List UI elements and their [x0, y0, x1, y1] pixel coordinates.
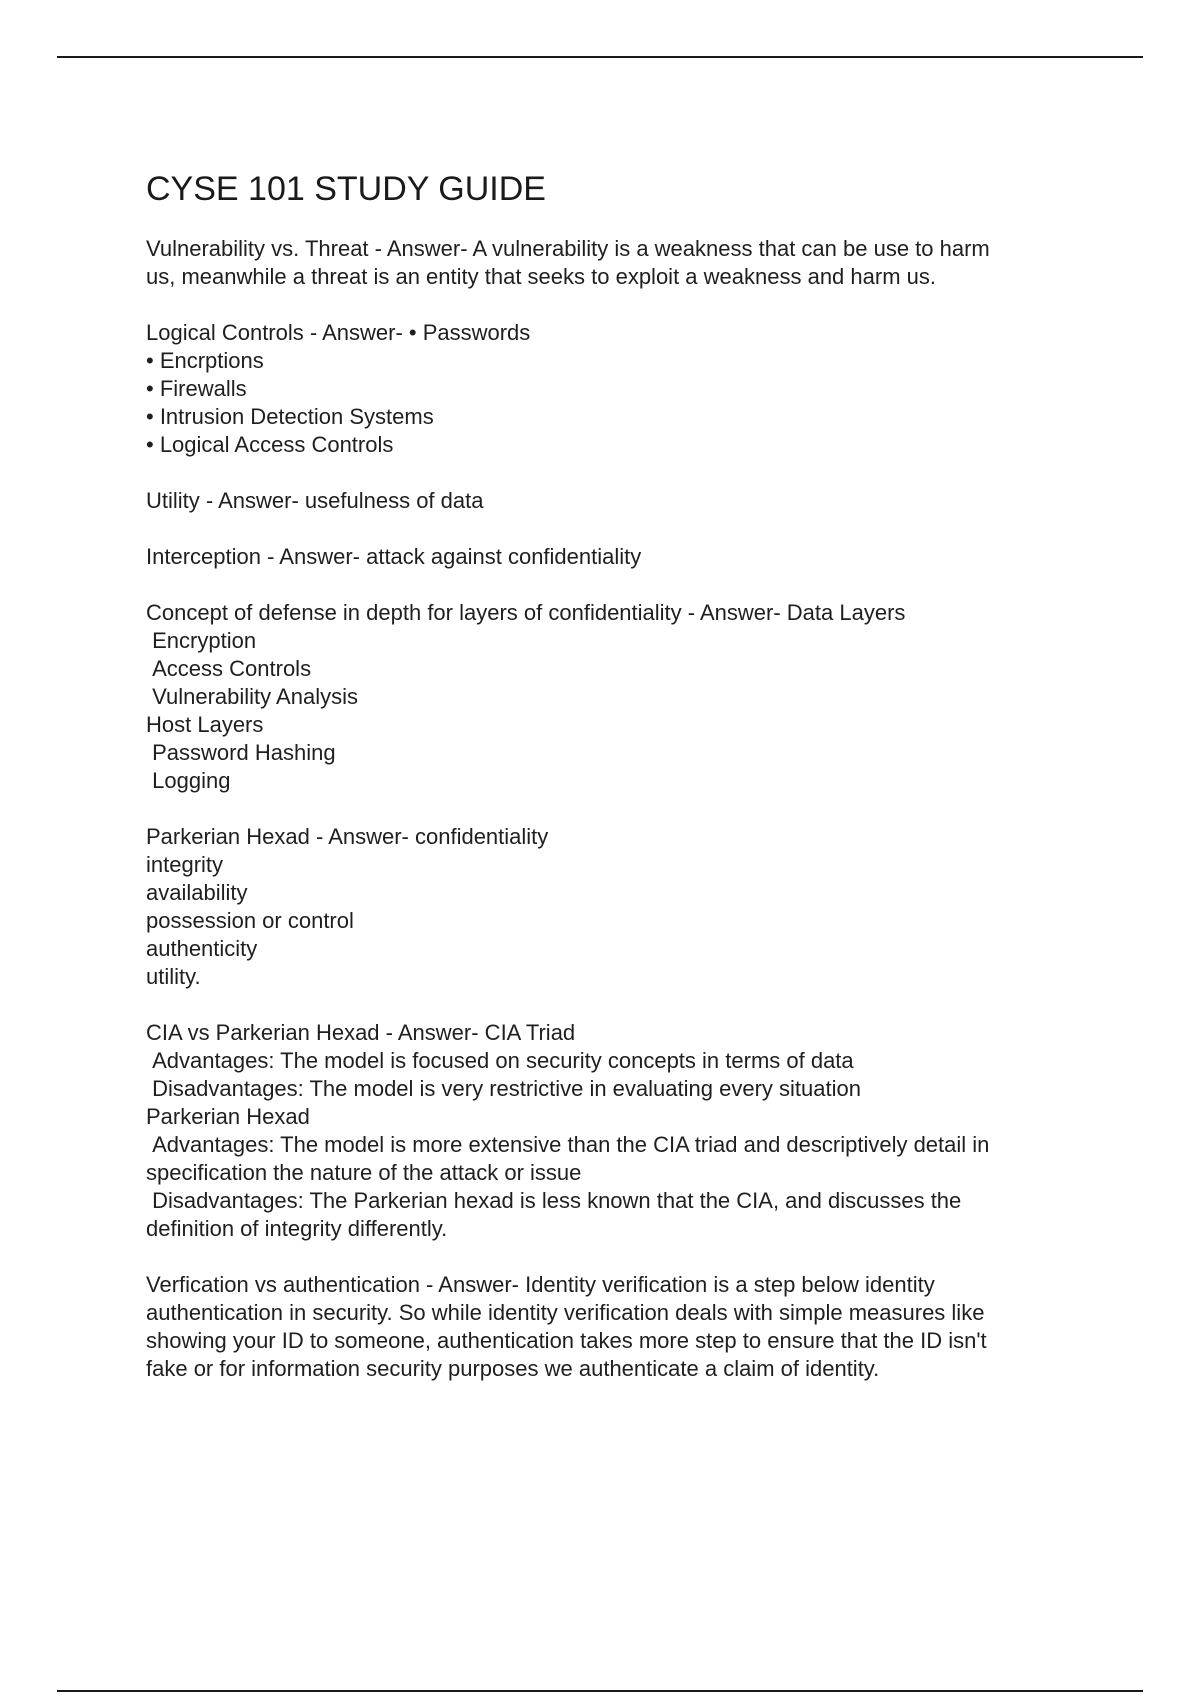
- qa-entry-utility: Utility - Answer- usefulness of data: [146, 488, 484, 514]
- qa-entry-vulnerability-vs-threat: Vulnerability vs. Threat - Answer- A vulnerability is a weakness that can be use to harm us, meanwhile a threat is an entity that seeks to exploit a weakness and harm us.: [146, 236, 990, 290]
- bottom-rule: [57, 1690, 1143, 1692]
- qa-entry-cia-vs-parkerian: CIA vs Parkerian Hexad - Answer- CIA Triad Advantages: The model is focused on security concepts in terms of data Disadvantages: The model is very restrictive in evaluating every situation Parkerian Hexad Advantages: The model is more extensive than the CIA triad and descriptively detail in specification the nature of the attack or issue Disadvantages: The Parkerian hexad is less known that the CIA, and discusses the definition of integrity differently.: [146, 1020, 990, 1242]
- top-rule: [57, 56, 1143, 58]
- qa-entry-logical-controls: Logical Controls - Answer- • Passwords • Encrptions • Firewalls • Intrusion Detection Systems • Logical Access Controls: [146, 320, 531, 458]
- page-title: CYSE 101 STUDY GUIDE: [146, 170, 546, 208]
- qa-entry-interception: Interception - Answer- attack against confidentiality: [146, 544, 642, 570]
- qa-entry-defense-in-depth: Concept of defense in depth for layers of confidentiality - Answer- Data Layers Encryption Access Controls Vulnerability Analysis Host Layers Password Hashing Logging: [146, 600, 906, 794]
- document-body: [146, 170, 1086, 1411]
- qa-entry-parkerian-hexad: Parkerian Hexad - Answer- confidentiality integrity availability possession or control authenticity utility.: [146, 824, 549, 990]
- qa-entry-verification-vs-authentication: Verfication vs authentication - Answer- Identity verification is a step below identity authentication in security. So while identity verification deals with simple measures like showing your ID to someone, authentication takes more step to ensure that the ID isn't fake or for information security purposes we authenticate a claim of identity.: [146, 1272, 987, 1382]
